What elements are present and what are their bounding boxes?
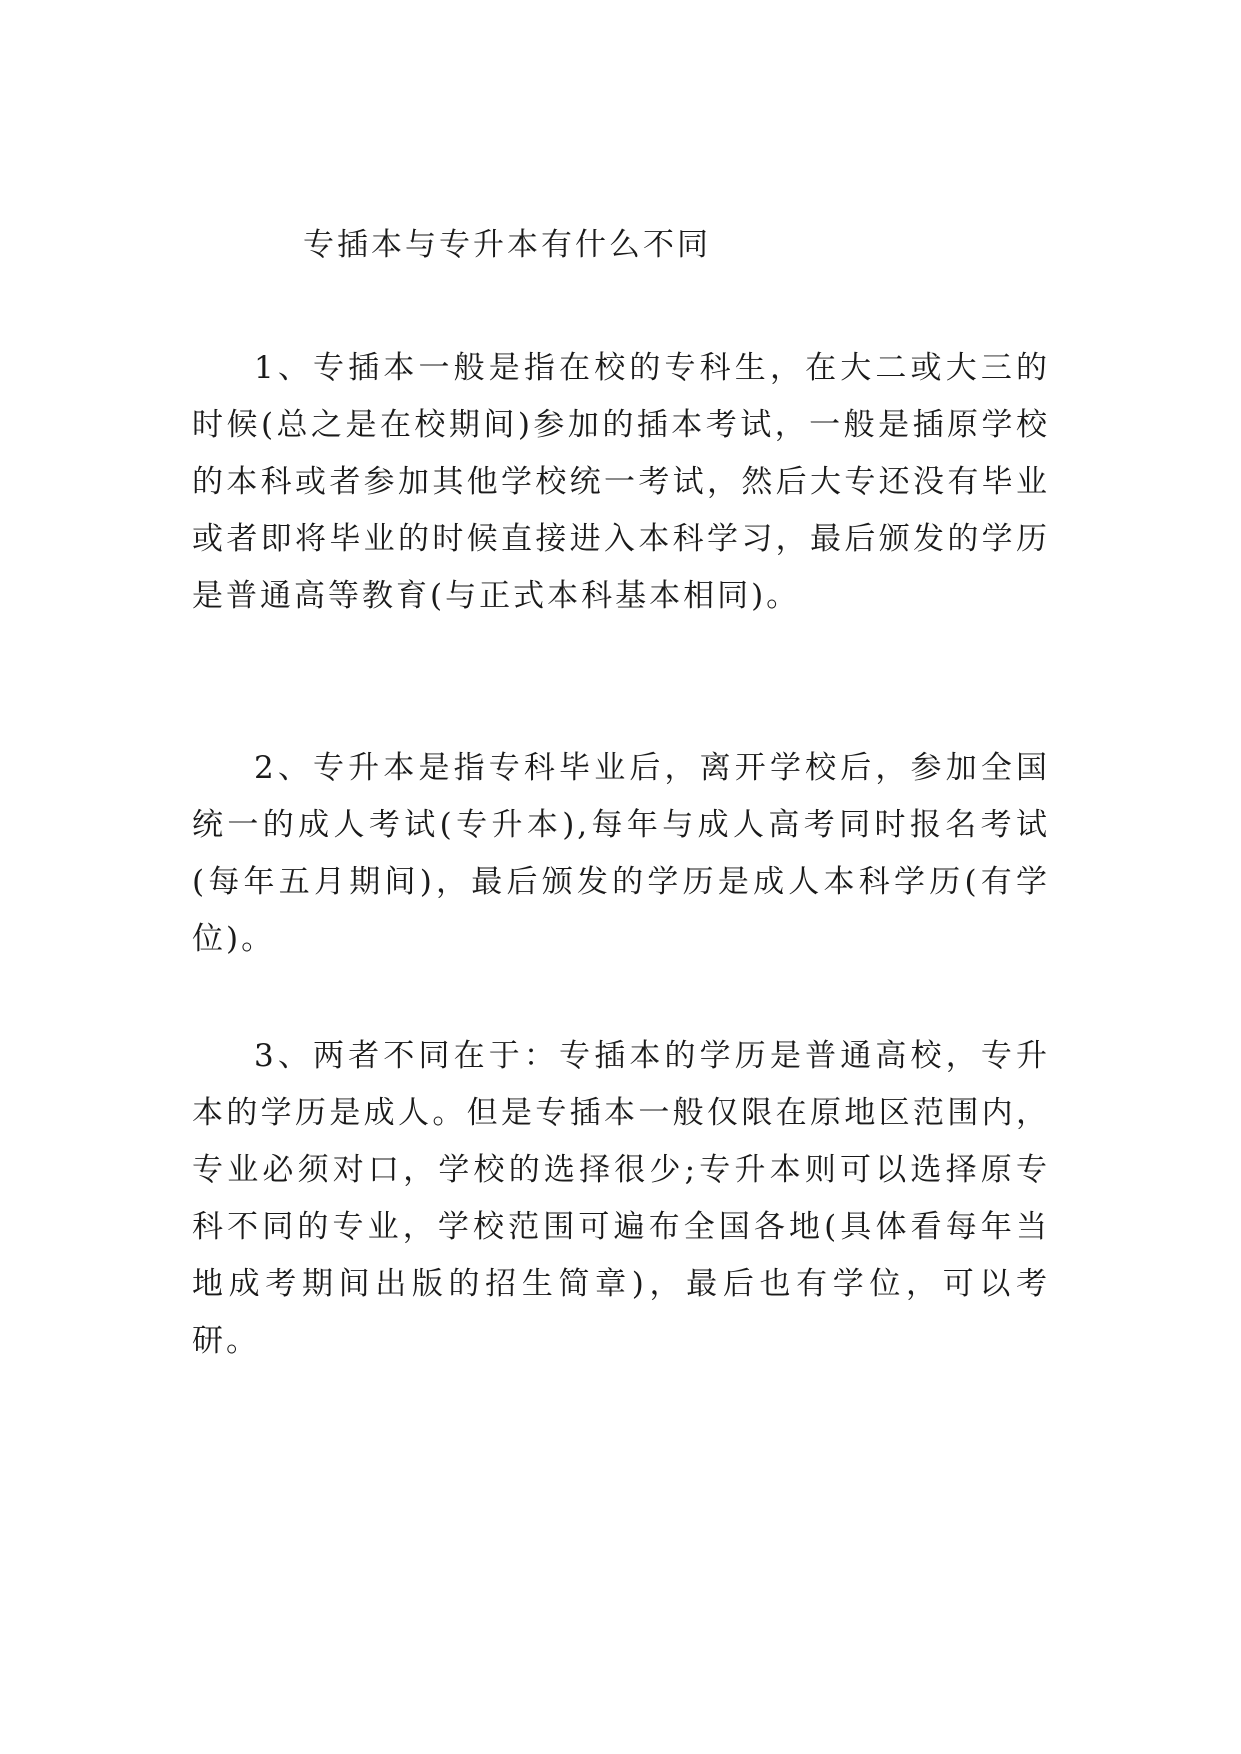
paragraph-3: 3、两者不同在于：专插本的学历是普通高校，专升本的学历是成人。但是专插本一般仅限在原地区范围内，专业必须对口，学校的选择很少;专升本则可以选择原专科不同的专业，学校范围可遍布全国各地(具体看每年当地成考期间出版的招生简章)，最后也有学位，可以考研。 — [192, 1038, 1050, 1359]
paragraph-2: 2、专升本是指专科毕业后，离开学校后，参加全国统一的成人考试(专升本),每年与成人高考同时报名考试(每年五月期间)，最后颁发的学历是成人本科学历(有学位)。 — [192, 750, 1050, 957]
document-title: 专插本与专升本有什么不同 — [303, 227, 711, 263]
paragraph-1: 1、专插本一般是指在校的专科生，在大二或大三的时候(总之是在校期间)参加的插本考试，一般是插原学校的本科或者参加其他学校统一考试，然后大专还没有毕业或者即将毕业的时候直接进入本科学习，最后颁发的学历是普通高等教育(与正式本科基本相同)。 — [192, 350, 1050, 614]
